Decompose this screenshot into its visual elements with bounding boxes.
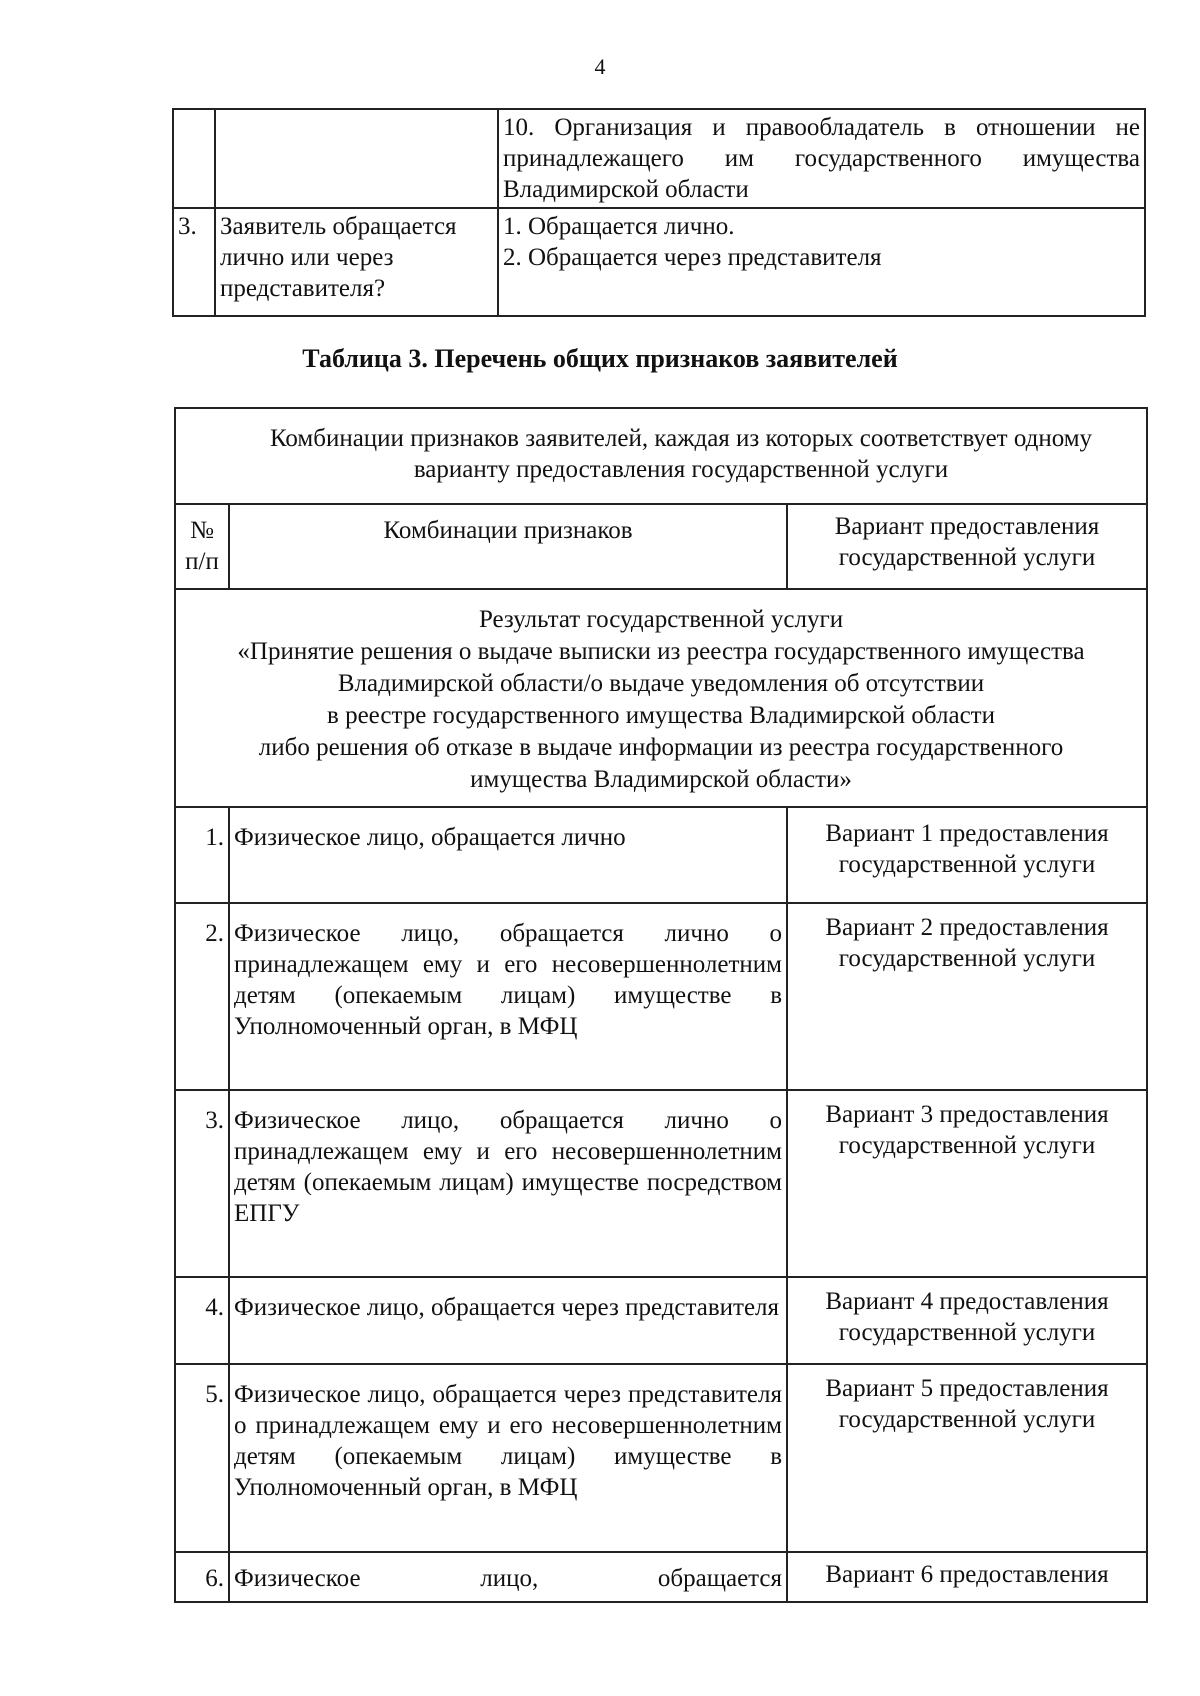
combination-cell: Физическое лицо, обращается лично о принадлежащем ему и его несовершеннолетним детям (опекаемым лицам) имуществе в Уполномоченный орган, в МФЦ [229, 903, 787, 1090]
question-cell: Заявитель обращается лично или через представителя? [215, 208, 498, 316]
applicant-features-table [174, 407, 1148, 1603]
result-line: Результат государственной услуги [478, 606, 844, 633]
result-line: либо решения об отказе в выдаче информации из реестра государственного [258, 734, 1064, 761]
variant-cell: Вариант 6 предоставления [787, 1552, 1147, 1602]
table-row [175, 1552, 1147, 1602]
criteria-table-continuation [172, 108, 1146, 317]
answer-cell [498, 208, 1145, 316]
table-row [173, 109, 1145, 208]
result-line: имущества Владимирской области» [470, 766, 852, 793]
variant-cell: Вариант 5 предоставления государственной услуги [787, 1364, 1147, 1552]
answer-line: 2. Обращается через представителя [503, 244, 882, 271]
row-number-cell: 6. [175, 1552, 229, 1602]
table-row [175, 1090, 1147, 1277]
combination-cell: Физическое лицо, обращается лично о принадлежащем ему и его несовершеннолетним детям (опекаемым лицам) имуществе посредством ЕПГУ [229, 1090, 787, 1277]
table-caption: Комбинации признаков заявителей, каждая из которых соответствует одному варианту предоставления государственной услуги [175, 408, 1147, 504]
table-row [175, 1277, 1147, 1364]
table-row [175, 1364, 1147, 1552]
column-header-number: № п/п [175, 504, 229, 589]
row-number-cell: 2. [175, 903, 229, 1090]
table-row [173, 208, 1145, 316]
table-row [175, 807, 1147, 903]
result-line: «Принятие решения о выдаче выписки из реестра государственного имущества [237, 638, 1085, 665]
variant-cell: Вариант 2 предоставления государственной услуги [787, 903, 1147, 1090]
table-header-row [175, 504, 1147, 589]
variant-cell: Вариант 4 предоставления государственной услуги [787, 1277, 1147, 1364]
result-line: Владимирской области/о выдаче уведомления об отсутствии [337, 670, 985, 697]
combination-cell: Физическое лицо, обращается [229, 1552, 787, 1602]
combination-cell: Физическое лицо, обращается через представителя [229, 1277, 787, 1364]
table-caption-row [175, 408, 1147, 504]
variant-cell: Вариант 3 предоставления государственной услуги [787, 1090, 1147, 1277]
combination-cell: Физическое лицо, обращается лично [229, 807, 787, 903]
page-number: 4 [594, 54, 606, 79]
table-row [175, 903, 1147, 1090]
row-number-cell: 5. [175, 1364, 229, 1552]
result-line: в реестре государственного имущества Владимирской области [327, 702, 995, 729]
row-number-cell: 4. [175, 1277, 229, 1364]
column-header-combination: Комбинации признаков [229, 504, 787, 589]
variant-cell: Вариант 1 предоставления государственной услуги [787, 807, 1147, 903]
result-description [175, 589, 1147, 807]
answer-cell: 10. Организация и правообладатель в отношении не принадлежащего им государственного имущества Владимирской области [498, 109, 1145, 208]
row-number-cell: 3. [173, 208, 215, 316]
combination-cell: Физическое лицо, обращается через представителя о принадлежащем ему и его несовершеннолетним детям (опекаемым лицам) имуществе в Уполномоченный орган, в МФЦ [229, 1364, 787, 1552]
table3-title: Таблица 3. Перечень общих признаков заявителей [302, 344, 898, 373]
answer-line: 1. Обращается лично. [503, 213, 735, 240]
row-number-cell: 3. [175, 1090, 229, 1277]
row-number-cell [173, 109, 215, 208]
question-cell [215, 109, 498, 208]
column-header-variant: Вариант предоставления государственной услуги [787, 504, 1147, 589]
result-row [175, 589, 1147, 807]
row-number-cell: 1. [175, 807, 229, 903]
